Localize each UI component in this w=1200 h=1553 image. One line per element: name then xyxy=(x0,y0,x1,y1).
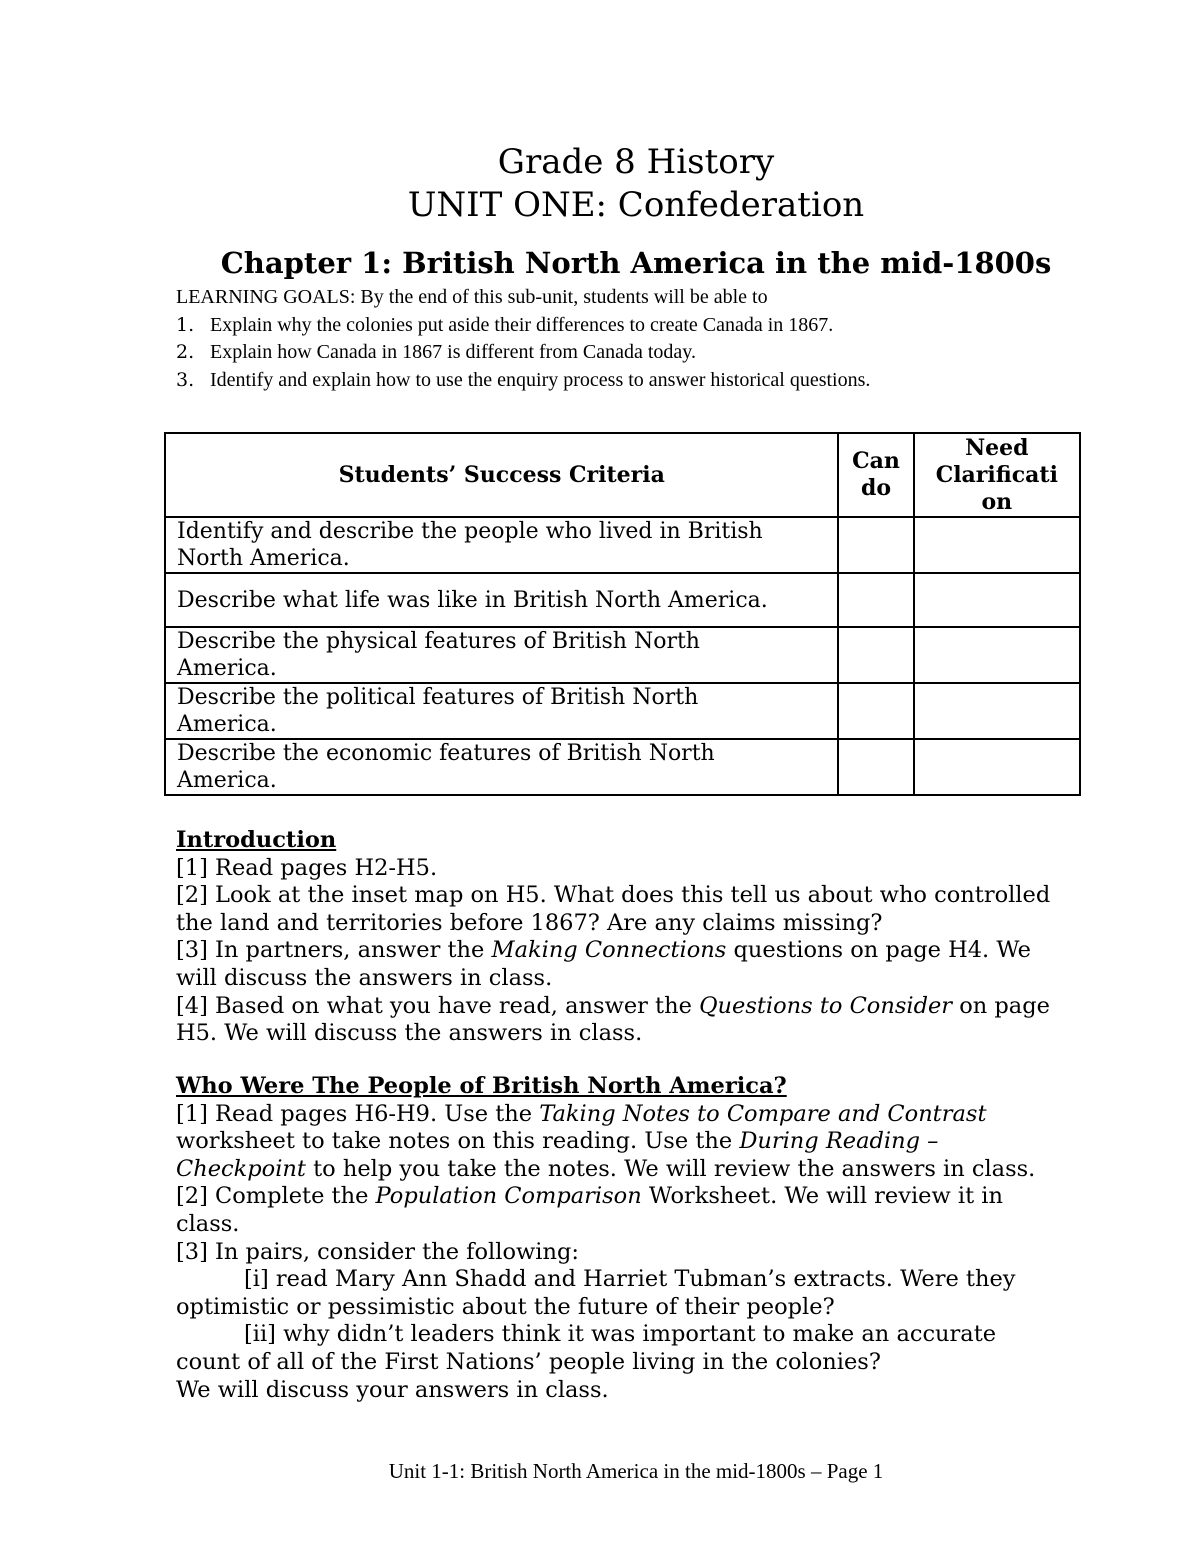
learning-goals-intro: LEARNING GOALS: By the end of this sub-unit, students will be able to xyxy=(176,286,768,308)
need-clarification-header: Need Clarificati on xyxy=(914,433,1080,517)
need-clarification-checkbox-cell[interactable] xyxy=(914,683,1080,739)
intro-line: [1] Read pages H2-H5. xyxy=(176,854,438,881)
intro-line: will discuss the answers in class. xyxy=(176,964,553,991)
table-header-row xyxy=(165,433,1080,517)
success-criteria-table xyxy=(164,432,1081,796)
goal-item xyxy=(176,367,1076,395)
people-line: Checkpoint to help you take the notes. We will review the answers in class. xyxy=(176,1155,1036,1182)
intro-line: [3] In partners, answer the Making Connections questions on page H4. We xyxy=(176,937,1031,964)
need-clarification-checkbox-cell[interactable] xyxy=(914,627,1080,683)
introduction-heading: Introduction xyxy=(176,827,337,853)
goal-text: Explain how Canada in 1867 is different from Canada today. xyxy=(210,341,696,363)
criteria-header: Students’ Success Criteria xyxy=(165,433,838,517)
intro-line: [4] Based on what you have read, answer the Questions to Consider on page xyxy=(176,992,1050,1019)
table-row xyxy=(165,627,1080,683)
criteria-cell: Describe the economic features of British North America. xyxy=(165,739,838,795)
learning-goals xyxy=(176,284,1076,394)
page-footer: Unit 1-1: British North America in the mid-1800s – Page 1 xyxy=(388,1459,884,1483)
people-section xyxy=(176,1073,1106,1404)
people-line: [i] read Mary Ann Shadd and Harriet Tubman’s extracts. Were they xyxy=(244,1266,1016,1293)
can-do-checkbox-cell[interactable] xyxy=(838,573,913,627)
need-clarification-checkbox-cell[interactable] xyxy=(914,573,1080,627)
need-clarification-checkbox-cell[interactable] xyxy=(914,517,1080,573)
goal-text: Explain why the colonies put aside their differences to create Canada in 1867. xyxy=(210,313,834,336)
can-do-header: Can do xyxy=(838,433,913,517)
can-do-checkbox-cell[interactable] xyxy=(838,683,913,739)
need-clarification-checkbox-cell[interactable] xyxy=(914,739,1080,795)
questions-to-consider-title: Questions to Consider xyxy=(699,992,953,1019)
people-line: worksheet to take notes on this reading. Use the During Reading – xyxy=(176,1128,939,1155)
table-row xyxy=(165,683,1080,739)
people-heading: Who Were The People of British North America? xyxy=(176,1073,787,1099)
criteria-cell: Describe what life was like in British North America. xyxy=(165,573,838,627)
goal-number: 3. xyxy=(176,368,195,391)
page-title-line-2: UNIT ONE: Confederation xyxy=(407,185,865,225)
goal-number: 2. xyxy=(176,341,195,363)
intro-line: the land and territories before 1867? Are any claims missing? xyxy=(176,909,883,936)
people-line: [3] In pairs, consider the following: xyxy=(176,1238,579,1265)
people-line: [ii] why didn’t leaders think it was important to make an accurate xyxy=(244,1321,997,1348)
table-row xyxy=(165,739,1080,795)
making-connections-title: Making Connections xyxy=(491,937,727,964)
goal-number: 1. xyxy=(176,313,195,336)
people-line: [2] Complete the Population Comparison Worksheet. We will review it in xyxy=(176,1183,1003,1210)
can-do-checkbox-cell[interactable] xyxy=(838,517,913,573)
checkpoint-title: Checkpoint xyxy=(176,1155,306,1182)
page-title-line-1: Grade 8 History xyxy=(497,142,775,182)
introduction-section xyxy=(176,827,1106,1048)
population-comparison-title: Population Comparison xyxy=(375,1183,642,1210)
goal-item xyxy=(176,312,1076,340)
people-line: We will discuss your answers in class. xyxy=(176,1376,609,1403)
people-line: count of all of the First Nations’ people living in the colonies? xyxy=(176,1348,881,1375)
can-do-checkbox-cell[interactable] xyxy=(838,739,913,795)
intro-line: H5. We will discuss the answers in class. xyxy=(176,1020,643,1047)
during-reading-title: During Reading – xyxy=(739,1128,939,1155)
intro-line: [2] Look at the inset map on H5. What does this tell us about who controlled xyxy=(176,882,1051,909)
goal-text: Identify and explain how to use the enquiry process to answer historical questions. xyxy=(210,368,871,391)
people-line: class. xyxy=(176,1210,240,1237)
goal-item xyxy=(176,339,1076,367)
taking-notes-title: Taking Notes to Compare and Contrast xyxy=(539,1100,987,1127)
people-line: [1] Read pages H6-H9. Use the Taking Notes to Compare and Contrast xyxy=(176,1100,987,1127)
criteria-cell: Describe the political features of British North America. xyxy=(165,683,838,739)
table-row xyxy=(165,573,1080,627)
people-line: optimistic or pessimistic about the future of their people? xyxy=(176,1293,835,1320)
chapter-title: Chapter 1: British North America in the mid-1800s xyxy=(220,246,1052,280)
table-row xyxy=(165,517,1080,573)
criteria-cell: Identify and describe the people who lived in British North America. xyxy=(165,517,838,573)
criteria-cell: Describe the physical features of British North America. xyxy=(165,627,838,683)
can-do-checkbox-cell[interactable] xyxy=(838,627,913,683)
